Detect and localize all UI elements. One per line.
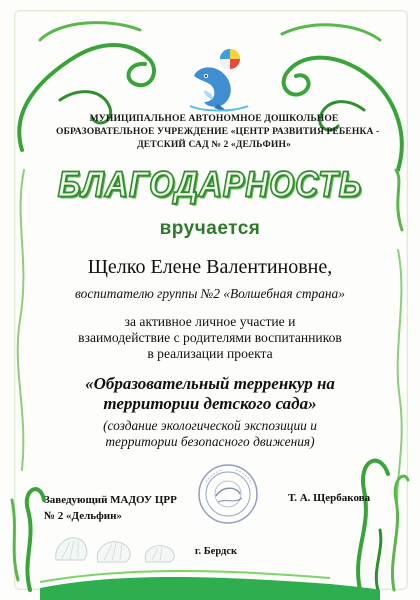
award-reason bbox=[40, 314, 380, 362]
organization-line: ОБРАЗОВАТЕЛЬНОЕ УЧРЕЖДЕНИЕ «ЦЕНТР РАЗВИТИЯ РЕБЕНКА - bbox=[56, 126, 380, 137]
recipient-role: воспитателю группы №2 «Волшебная страна» bbox=[75, 286, 345, 301]
awarded-label: вручается bbox=[159, 218, 261, 239]
project-note bbox=[40, 418, 380, 450]
organization-line: ДЕТСКИЙ САД № 2 «ДЕЛЬФИН» bbox=[137, 139, 291, 150]
signer-name: Т. А. Щербакова bbox=[288, 492, 371, 504]
signer-position-line: № 2 «Дельфин» bbox=[44, 510, 122, 522]
signer-position-line: Заведующий МАДОУ ЦРР bbox=[44, 494, 177, 506]
official-seal-stamp bbox=[196, 462, 260, 526]
reason-line: в реализации проекта bbox=[147, 346, 273, 361]
project-line: территории детского сада» bbox=[103, 394, 317, 413]
organization-name bbox=[56, 112, 380, 151]
organization-line: МУНИЦИПАЛЬНОЕ АВТОНОМНОЕ ДОШКОЛЬНОЕ bbox=[89, 113, 339, 124]
note-line: (создание экологической экспозиции и bbox=[103, 418, 317, 433]
city-label: г. Бердск bbox=[194, 546, 238, 557]
reason-line: за активное личное участие и bbox=[124, 314, 296, 329]
recipient-name: Щелко Елене Валентиновне, bbox=[87, 256, 333, 278]
seashell-decoration bbox=[50, 526, 190, 566]
dolphin-logo bbox=[184, 46, 254, 114]
project-line: «Образовательный терренкур на bbox=[85, 374, 335, 393]
certificate-title: БЛАГОДАРНОСТЬ bbox=[57, 163, 363, 205]
project-title bbox=[40, 374, 380, 414]
reason-line: взаимодействие с родителями воспитанников bbox=[78, 330, 342, 345]
note-line: территории безопасного движения) bbox=[105, 434, 315, 449]
signer-position bbox=[44, 492, 194, 524]
